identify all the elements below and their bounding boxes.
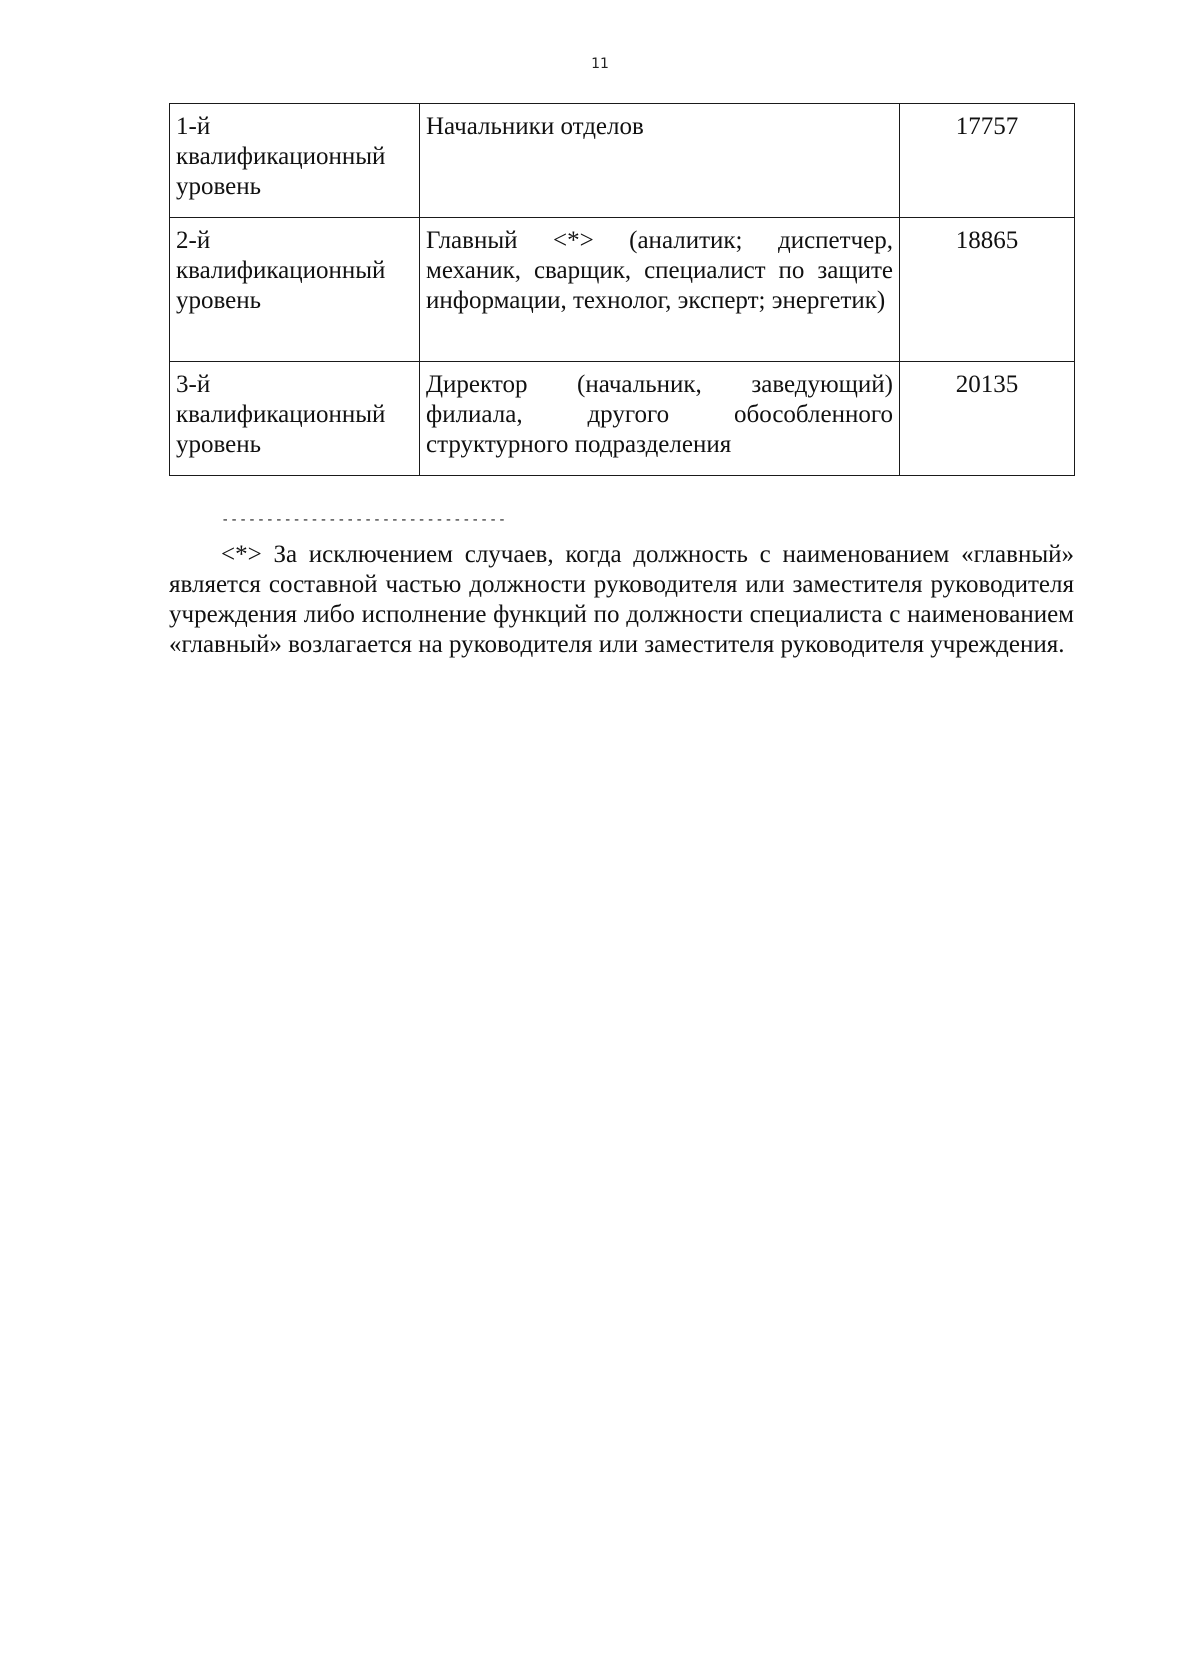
qualification-level-cell: 1-й квалификационный уровень [170,104,420,218]
qualification-level-cell: 3-й квалификационный уровень [170,362,420,476]
page-number: 11 [591,56,609,72]
table-row [170,104,1075,218]
table-row [170,362,1075,476]
positions-cell: Директор (начальник, заведующий) филиала, другого обособленного структурного подразделения [420,362,900,476]
qualification-level-cell: 2-й квалификационный уровень [170,218,420,362]
salary-cell: 17757 [900,104,1075,218]
positions-cell: Главный <*> (аналитик; диспетчер, механик, сварщик, специалист по защите информации, технолог, эксперт; энергетик) [420,218,900,362]
salary-cell: 18865 [900,218,1075,362]
qualification-levels-table [169,103,1075,476]
footnote-separator: -------------------------------- [221,512,507,528]
salary-cell: 20135 [900,362,1075,476]
table-row [170,218,1075,362]
positions-cell: Начальники отделов [420,104,900,218]
footnote-text: <*> За исключением случаев, когда должность с наименованием «главный» является составной частью должности руководителя или заместителя руководителя учреждения либо исполнение функций по должности специалиста с наименованием «главный» возлагается на руководителя или заместителя руководителя учреждения. [169,541,1074,658]
